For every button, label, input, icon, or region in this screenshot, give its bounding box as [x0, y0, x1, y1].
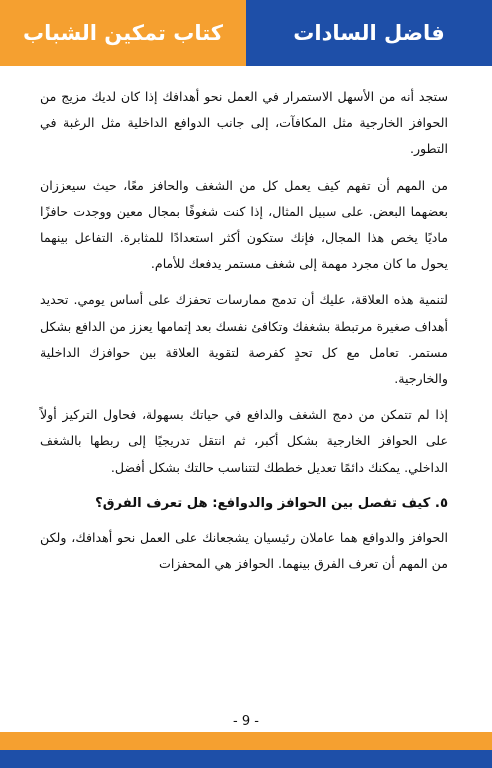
paragraph-4: إذا لم تتمكن من دمج الشغف والدافع في حياتك بسهولة، فحاول التركيز أولاً على الحوافز الخارجية بشكل أكبر، ثم انتقل تدريجيًا إلى ربطها بالشغف الداخلي. يمكنك دائمًا تعديل خططك لتتناسب حالتك بشكل أفضل.: [40, 407, 448, 475]
page-body: [40, 84, 448, 587]
footer-orange-band: [0, 732, 492, 750]
paragraph-5: الحوافز والدوافع هما عاملان رئيسيان يشجعانك على العمل نحو أهدافك، ولكن من المهم أن تعرف الفرق بينهما. الحوافز هي المحفزات: [40, 529, 448, 572]
page-header: [0, 0, 492, 70]
page-number: - 9 -: [233, 714, 259, 729]
header-author-panel: [246, 0, 492, 70]
header-divider: [0, 66, 492, 70]
book-title: كتاب تمكين الشباب: [22, 21, 224, 45]
paragraph-3: لتنمية هذه العلاقة، عليك أن تدمج ممارسات تحفزك على أساس يومي. تحديد أهداف صغيرة مرتبطة بشغفك وتكافئ نفسك بعد إتمامها يعزز من الدافع بشكل مستمر. تعامل مع كل تحدٍ كفرصة لتقوية العلاقة بين حوافزك الداخلية والخارجية.: [40, 292, 448, 387]
header-book-title-panel: [0, 0, 246, 70]
page-footer: [0, 708, 492, 768]
paragraph-2: من المهم أن تفهم كيف يعمل كل من الشغف والحافز معًا، حيث سيعززان بعضهما البعض. على سبيل المثال، إذا كنت شغوفًا بمجال معين ووجدت حافزًا ماديًا يخص هذا المجال، فإنك ستكون أكثر استعدادًا للمثابرة. التفاعل بينهما يحول ما كان مجرد مهمة إلى شغف مستمر يدفعك للأمام.: [40, 177, 448, 272]
author-name: فاضل السادات: [293, 21, 445, 45]
paragraph-1: ستجد أنه من الأسهل الاستمرار في العمل نحو أهدافك إذا كان لديك مزيج من الحوافز الخارجية مثل المكافآت، إلى جانب الدوافع الداخلية مثل الرغبة في التطور.: [40, 89, 448, 157]
section-heading: ٥. كيف تفصل بين الحوافز والدوافع: هل تعرف الفرق؟: [95, 495, 448, 511]
